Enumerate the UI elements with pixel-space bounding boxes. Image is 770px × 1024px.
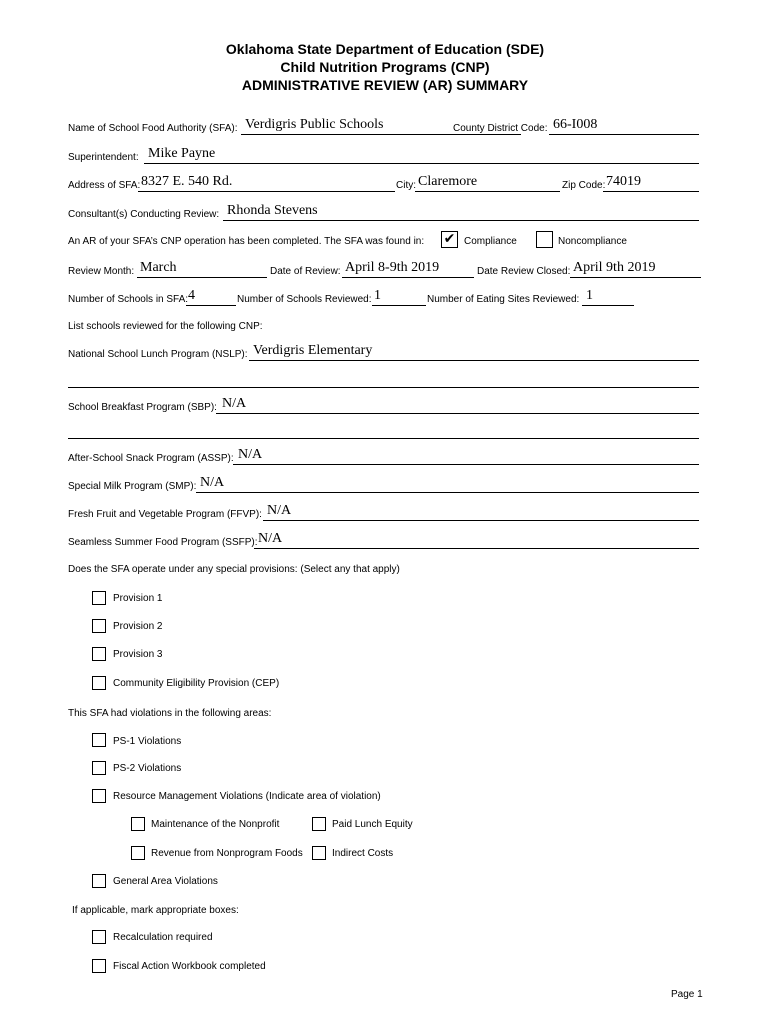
indirect-costs-label: Indirect Costs [332, 848, 394, 859]
maintenance-nonprofit-label: Maintenance of the Nonprofit [151, 819, 280, 830]
smp-label: Special Milk Program (SMP): [68, 481, 197, 492]
counts-row [68, 287, 638, 307]
review-dates-row [68, 259, 701, 279]
applicable-intro: If applicable, mark appropriate boxes: [72, 905, 239, 916]
provision-2-checkbox[interactable] [92, 619, 106, 633]
date-of-review-label: Date of Review: [270, 266, 341, 277]
assp-label: After-School Snack Program (ASSP): [68, 453, 234, 464]
noncompliance-label: Noncompliance [558, 236, 627, 247]
superintendent-field[interactable]: Mike Payne [144, 145, 699, 164]
cep-label: Community Eligibility Provision (CEP) [113, 678, 280, 689]
sbp-row [68, 395, 699, 415]
address-label: Address of SFA: [68, 180, 141, 191]
assp-row [68, 446, 699, 466]
num-reviewed-label: Number of Schools Reviewed: [237, 294, 372, 305]
provision-3-label: Provision 3 [113, 649, 163, 660]
nslp-row [68, 342, 699, 362]
superintendent-label: Superintendent: [68, 152, 139, 163]
noncompliance-checkbox[interactable] [536, 231, 553, 248]
superintendent-row [68, 145, 699, 165]
recalculation-checkbox[interactable] [92, 930, 106, 944]
title-agency: Oklahoma State Department of Education (SDE) [225, 41, 545, 57]
date-closed-field[interactable]: April 9th 2019 [570, 259, 701, 278]
consultant-field[interactable]: Rhonda Stevens [223, 202, 699, 221]
sbp-extra-line[interactable] [68, 438, 699, 439]
compliance-checkbox[interactable] [441, 231, 458, 248]
recalculation-label: Recalculation required [113, 932, 213, 943]
num-reviewed-field[interactable]: 1 [372, 287, 426, 306]
review-month-label: Review Month: [68, 266, 135, 277]
violations-intro: This SFA had violations in the following areas: [68, 708, 272, 719]
nslp-field[interactable]: Verdigris Elementary [249, 342, 699, 361]
ffvp-field[interactable]: N/A [263, 502, 699, 521]
paid-lunch-equity-checkbox[interactable] [312, 817, 326, 831]
fiscal-action-label: Fiscal Action Workbook completed [113, 961, 266, 972]
title-program: Child Nutrition Programs (CNP) [280, 59, 490, 75]
ps2-label: PS-2 Violations [113, 763, 182, 774]
num-sites-label: Number of Eating Sites Reviewed: [427, 294, 580, 305]
address-row [68, 173, 699, 193]
date-of-review-field[interactable]: April 8-9th 2019 [342, 259, 474, 278]
finding-label: An AR of your SFA’s CNP operation has been completed. The SFA was found in: [68, 236, 425, 247]
ssfp-field[interactable]: N/A [254, 530, 699, 549]
paid-lunch-equity-label: Paid Lunch Equity [332, 819, 413, 830]
num-sites-field[interactable]: 1 [582, 287, 634, 306]
num-schools-field[interactable]: 4 [186, 287, 236, 306]
assp-field[interactable]: N/A [233, 446, 699, 465]
sbp-field[interactable]: N/A [216, 395, 699, 414]
zip-label: Zip Code: [562, 180, 606, 191]
provision-1-label: Provision 1 [113, 593, 163, 604]
zip-field[interactable]: 74019 [603, 173, 699, 192]
provision-1-checkbox[interactable] [92, 591, 106, 605]
sfa-name-row [68, 116, 699, 136]
num-schools-label: Number of Schools in SFA: [68, 294, 189, 305]
page-number: Page 1 [671, 989, 703, 1000]
sfa-name-label: Name of School Food Authority (SFA): [68, 123, 238, 134]
consultant-row [68, 202, 699, 222]
nslp-label: National School Lunch Program (NSLP): [68, 349, 248, 360]
smp-row [68, 474, 699, 494]
compliance-label: Compliance [464, 236, 517, 247]
general-area-checkbox[interactable] [92, 874, 106, 888]
fiscal-action-checkbox[interactable] [92, 959, 106, 973]
provision-2-label: Provision 2 [113, 621, 163, 632]
consultant-label: Consultant(s) Conducting Review: [68, 209, 220, 220]
county-district-code-label: County District Code: [453, 123, 548, 134]
ps1-checkbox[interactable] [92, 733, 106, 747]
maintenance-nonprofit-checkbox[interactable] [131, 817, 145, 831]
revenue-nonprogram-checkbox[interactable] [131, 846, 145, 860]
ps2-checkbox[interactable] [92, 761, 106, 775]
indirect-costs-checkbox[interactable] [312, 846, 326, 860]
check-mark-icon: ✔ [443, 231, 456, 247]
ffvp-label: Fresh Fruit and Vegetable Program (FFVP): [68, 509, 262, 520]
provision-3-checkbox[interactable] [92, 647, 106, 661]
revenue-nonprogram-label: Revenue from Nonprogram Foods [151, 848, 303, 859]
address-field[interactable]: 8327 E. 540 Rd. [138, 173, 395, 192]
resource-management-checkbox[interactable] [92, 789, 106, 803]
city-field[interactable]: Claremore [415, 173, 560, 192]
smp-field[interactable]: N/A [196, 474, 699, 493]
provisions-question: Does the SFA operate under any special provisions: (Select any that apply) [68, 564, 400, 575]
ssfp-row [68, 530, 699, 550]
nslp-extra-line[interactable] [68, 387, 699, 388]
cep-checkbox[interactable] [92, 676, 106, 690]
title-form: ADMINISTRATIVE REVIEW (AR) SUMMARY [241, 77, 529, 93]
resource-management-label: Resource Management Violations (Indicate area of violation) [113, 791, 381, 802]
general-area-label: General Area Violations [113, 876, 218, 887]
sbp-label: School Breakfast Program (SBP): [68, 402, 217, 413]
county-district-code-field[interactable]: 66-I008 [549, 116, 699, 135]
ffvp-row [68, 502, 699, 522]
review-month-field[interactable]: March [137, 259, 267, 278]
date-closed-label: Date Review Closed: [477, 266, 571, 277]
ssfp-label: Seamless Summer Food Program (SSFP): [68, 537, 258, 548]
city-label: City: [396, 180, 416, 191]
programs-intro: List schools reviewed for the following CNP: [68, 321, 263, 332]
sfa-name-field[interactable]: Verdigris Public Schools [241, 116, 521, 135]
ps1-label: PS-1 Violations [113, 736, 182, 747]
